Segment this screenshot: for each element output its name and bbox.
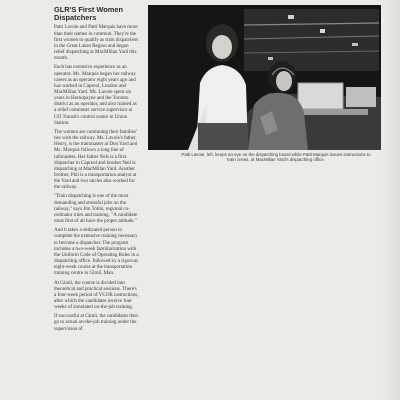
monitor xyxy=(298,83,343,109)
article-paragraph-5: And it takes a dedicated person to complete the extensive training necessary to become a dispatcher. The program includes a two-week familiarization with the Uniform Code of Operating Rules in a dispatching office, followed by a rigorous eight-week course at the transportation training centre in Gimli, Man. xyxy=(54,227,139,277)
article-paragraph-2: Each has extensive experience as an operator. Ms. Marquis began her railway career as an operator eight years ago and has worked in Capreol, London and MacMillan Yard. Ms. Lavoie spent six years in Hornepayne and the Toronto district as an operator, and also trained as a relief commuter service supervisor at GO Transit's control centre in Union Station. xyxy=(54,64,137,126)
article-column xyxy=(54,6,140,335)
article-paragraph-6: At Gimli, the course is divided into theoretical and practical sessions. There's a four-week period of VCOR instructions, after which the candidates receive four weeks of simulated on-the-job training. xyxy=(54,279,139,311)
page-shading xyxy=(382,0,400,400)
dispatchers-photo xyxy=(148,5,381,150)
article-paragraph-4: "Train dispatching is one of the most demanding and stressful jobs on the railway," says Jim Tobin, regional co-ordinator rules and training. "A candidate must first of all have the proper attitude." xyxy=(54,193,138,225)
article-paragraph-7: If successful at Gimli, the candidates then go to actual on-the-job training under the supervision of xyxy=(54,313,138,332)
photo-caption: Patti Lavoie, left, keeps an eye on the dispatching board while Patti Marquis issues instructions to train crews, at MacMillan Yard's dispatching office. xyxy=(181,152,371,163)
article-headline: GLR'S First Women Dispatchers xyxy=(54,5,123,23)
article-paragraph-3: The women are continuing their families' ties with the railway. Ms. Lavoie's father, Henry, is the trainmaster at Don Yard and Ms. Marquis follows a long line of railroaders. Her father Nels is a first dispatcher in Capreol and brother Neil is dispatching at MacMillan Yard. Another brother, Phil is a transportation analyst at the Yard and two uncles also worked for the railway. xyxy=(54,128,138,191)
article-paragraph-1: Patti Lavoie and Patti Marquis have more than their names in common. They're the first women to qualify as train dispatchers in the Great Lakes Region and began relief dispatching at MacMillan Yard this month. xyxy=(54,24,139,62)
photo-illustration xyxy=(148,5,381,150)
dispatching-board xyxy=(244,9,379,71)
